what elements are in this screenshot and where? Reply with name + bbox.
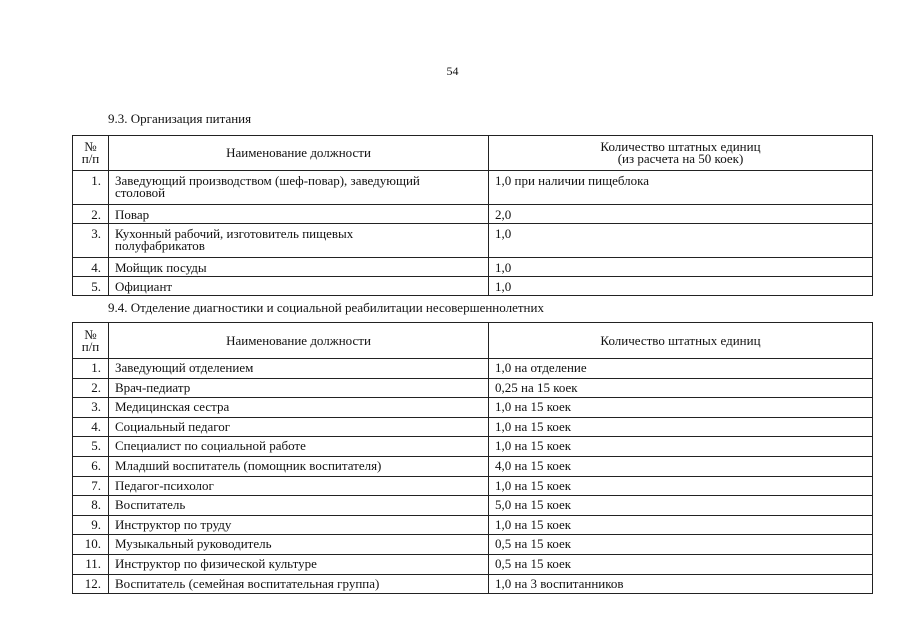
header-num [73,323,109,359]
table-row [73,398,873,418]
header-quantity [489,136,873,171]
row-num: 8. [73,496,109,516]
table-row [73,456,873,476]
row-position: Врач-педиатр [109,378,489,398]
table-row [73,574,873,594]
row-quantity: 1,0 [489,258,873,277]
row-num: 1. [73,359,109,379]
row-num: 3. [73,224,109,258]
table-row [73,535,873,555]
header-quantity [489,323,873,359]
row-quantity: 1,0 на отделение [489,359,873,379]
row-quantity: 0,5 на 15 коек [489,554,873,574]
row-num: 11. [73,554,109,574]
header-num [73,136,109,171]
table-row [73,417,873,437]
row-quantity: 1,0 на 15 коек [489,476,873,496]
table-row [73,171,873,205]
row-num: 2. [73,378,109,398]
header-position [109,323,489,359]
table-row [73,205,873,224]
row-quantity: 1,0 на 3 воспитанников [489,574,873,594]
table-row [73,515,873,535]
table-row [73,224,873,258]
row-num: 5. [73,437,109,457]
table-row [73,496,873,516]
row-position: Заведующий отделением [109,359,489,379]
table-row [73,554,873,574]
row-position: Воспитатель [109,496,489,516]
row-quantity: 0,5 на 15 коек [489,535,873,555]
row-quantity: 1,0 [489,224,873,258]
row-num: 4. [73,417,109,437]
table-row [73,378,873,398]
table-row [73,277,873,296]
section-title-catering: 9.3. Организация питания [108,111,252,126]
table-header-row [73,323,873,359]
row-position: Инструктор по труду [109,515,489,535]
row-quantity: 1,0 на 15 коек [489,398,873,418]
row-quantity: 1,0 на 15 коек [489,437,873,457]
row-quantity: 1,0 [489,277,873,296]
row-num: 3. [73,398,109,418]
row-position: Повар [109,205,489,224]
row-num: 6. [73,456,109,476]
header-quantity-label: Количество штатных единиц [600,332,761,348]
row-quantity: 5,0 на 15 коек [489,496,873,516]
row-position: Официант [109,277,489,296]
row-quantity: 4,0 на 15 коек [489,456,873,476]
row-position: Социальный педагог [109,417,489,437]
header-num-label: № п/п [81,139,100,166]
table-row [73,437,873,457]
row-position: Воспитатель (семейная воспитательная группа) [109,574,489,594]
row-position: Кухонный рабочий, изготовитель пищевых полуфабрикатов [109,224,489,258]
header-quantity-label: Количество штатных единиц (из расчета на 50 коек) [600,139,761,166]
row-num: 12. [73,574,109,594]
table-row [73,476,873,496]
row-num: 7. [73,476,109,496]
row-position: Музыкальный руководитель [109,535,489,555]
row-position: Медицинская сестра [109,398,489,418]
row-quantity: 1,0 на 15 коек [489,417,873,437]
row-position: Младший воспитатель (помощник воспитателя) [109,456,489,476]
table-header-row [73,136,873,171]
row-position: Инструктор по физической культуре [109,554,489,574]
row-position: Мойщик посуды [109,258,489,277]
row-position: Заведующий производством (шеф-повар), заведующий столовой [109,171,489,205]
table-row [73,258,873,277]
row-position: Педагог-психолог [109,476,489,496]
row-num: 2. [73,205,109,224]
row-num: 4. [73,258,109,277]
row-quantity: 2,0 [489,205,873,224]
row-num: 1. [73,171,109,205]
row-quantity: 1,0 на 15 коек [489,515,873,535]
row-num: 5. [73,277,109,296]
table-row [73,359,873,379]
header-position [109,136,489,171]
header-position-label: Наименование должности [226,145,371,160]
staff-table-catering [72,135,873,296]
staff-table-diagnostics [72,322,873,594]
row-quantity: 1,0 при наличии пищеблока [489,171,873,205]
header-num-label: № п/п [81,326,100,354]
row-position: Специалист по социальной работе [109,437,489,457]
row-quantity: 0,25 на 15 коек [489,378,873,398]
row-num: 9. [73,515,109,535]
header-position-label: Наименование должности [226,332,371,348]
row-num: 10. [73,535,109,555]
page-number: 54 [446,64,459,78]
section-title-diagnostics: 9.4. Отделение диагностики и социальной реабилитации несовершеннолетних [108,300,544,315]
